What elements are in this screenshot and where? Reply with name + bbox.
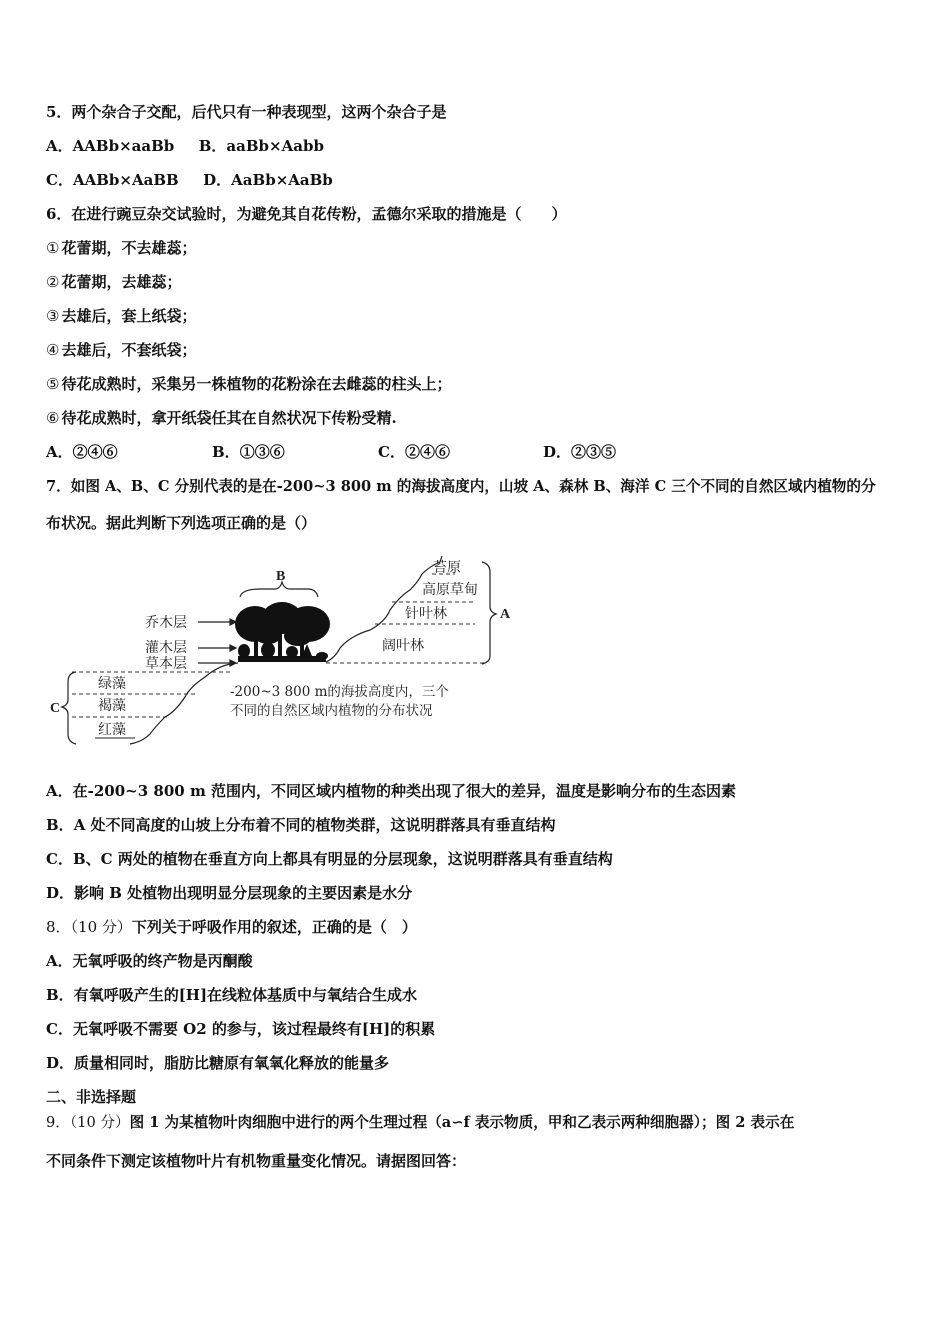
q9-stem-line-1 bbox=[46, 1113, 794, 1133]
item-mark: ⑤ bbox=[46, 375, 60, 393]
option-text: AaBb×AaBb bbox=[231, 171, 333, 189]
q6-option-b bbox=[212, 442, 285, 462]
item-text: 花蕾期，去雄蕊； bbox=[61, 273, 182, 291]
svg-text:高原草甸: 高原草甸 bbox=[422, 582, 478, 598]
label-b: B bbox=[276, 569, 286, 584]
option-label: D． bbox=[543, 443, 572, 461]
svg-text:灌木层: 灌木层 bbox=[145, 640, 187, 656]
item-text: 待花成熟时，拿开纸袋任其在自然状况下传粉受精. bbox=[61, 409, 397, 427]
option-text: 无氧呼吸不需要 O2 的参与，该过程最终有[H]的积累 bbox=[72, 1020, 436, 1038]
item-mark: ③ bbox=[46, 307, 60, 325]
label-a: A bbox=[500, 607, 511, 622]
option-label: A． bbox=[46, 443, 73, 461]
option-text: 质量相同时，脂肪比糖原有氧氧化释放的能量多 bbox=[74, 1054, 390, 1072]
q6-item-2 bbox=[46, 272, 181, 292]
figure-caption bbox=[230, 683, 449, 719]
svg-text:不同的自然区域内植物的分布状况: 不同的自然区域内植物的分布状况 bbox=[230, 703, 433, 719]
q7-option-c bbox=[46, 849, 613, 869]
option-text: ②③⑤ bbox=[571, 443, 617, 461]
q9-number: 9． bbox=[46, 1114, 70, 1131]
q5-stem-text: 5．两个杂合子交配，后代只有一种表现型，这两个杂合子是 bbox=[46, 103, 447, 121]
q5-option-c bbox=[46, 171, 179, 189]
svg-text:-200~3 800 m的海拔高度内，三个: -200~3 800 m的海拔高度内，三个 bbox=[230, 684, 449, 700]
option-label: A． bbox=[46, 952, 73, 970]
section-heading bbox=[46, 1087, 136, 1107]
item-mark: ① bbox=[46, 239, 60, 257]
q6-option-a bbox=[46, 442, 118, 462]
q8-option-b bbox=[46, 985, 417, 1005]
q8-option-a bbox=[46, 951, 253, 971]
option-label: C． bbox=[378, 443, 405, 461]
q9-stem-text-2: 不同条件下测定该植物叶片有机物重量变化情况。请据图回答： bbox=[46, 1152, 467, 1170]
q6-option-d bbox=[543, 442, 616, 462]
svg-text:红藻: 红藻 bbox=[98, 722, 126, 738]
q6-item-1 bbox=[46, 238, 196, 258]
option-text: 有氧呼吸产生的[H]在线粒体基质中与氧结合生成水 bbox=[73, 986, 418, 1004]
q8-option-c bbox=[46, 1019, 435, 1039]
q5-option-d bbox=[203, 171, 333, 189]
option-label: B． bbox=[46, 816, 74, 834]
option-text: ②④⑥ bbox=[72, 443, 118, 461]
option-text: AABb×AaBB bbox=[72, 171, 179, 189]
item-mark: ④ bbox=[46, 341, 60, 359]
option-label: C． bbox=[46, 171, 73, 189]
option-label: D． bbox=[203, 171, 232, 189]
q6-stem bbox=[46, 204, 566, 224]
q5-option-b bbox=[199, 137, 324, 155]
q8-number: 8． bbox=[46, 918, 71, 936]
option-label: C． bbox=[46, 1020, 73, 1038]
option-label: B． bbox=[46, 986, 74, 1004]
option-text: ②④⑥ bbox=[404, 443, 450, 461]
svg-text:针叶林: 针叶林 bbox=[405, 606, 447, 622]
item-text: 待花成熟时，采集另一株植物的花粉涂在去雌蕊的柱头上； bbox=[61, 375, 452, 393]
option-label: D． bbox=[46, 884, 75, 902]
q9-stem-line-2 bbox=[46, 1151, 466, 1171]
svg-text:苔原: 苔原 bbox=[433, 560, 461, 576]
option-label: C． bbox=[46, 850, 73, 868]
vegetation-distribution-figure bbox=[50, 552, 520, 752]
svg-text:阔叶林: 阔叶林 bbox=[382, 638, 424, 654]
item-mark: ⑥ bbox=[46, 409, 60, 427]
option-text: 在-200~3 800 m 范围内，不同区域内植物的种类出现了很大的差异，温度是影响分布的生态因素 bbox=[72, 782, 737, 800]
slope-zone-labels bbox=[382, 559, 478, 654]
option-label: A． bbox=[46, 137, 73, 155]
q9-stem-text-1: 图 1 为某植物叶肉细胞中进行的两个生理过程（a∽f 表示物质，甲和乙表示两种细胞器）；图 2 表示在 bbox=[129, 1114, 795, 1131]
item-text: 花蕾期，不去雄蕊； bbox=[61, 239, 197, 257]
svg-text:乔木层: 乔木层 bbox=[145, 615, 187, 631]
q7-option-b bbox=[46, 815, 556, 835]
option-text: 影响 B 处植物出现明显分层现象的主要因素是水分 bbox=[74, 884, 413, 902]
item-mark: ② bbox=[46, 273, 60, 291]
q8-option-d bbox=[46, 1053, 389, 1073]
forest-layer-labels bbox=[145, 614, 187, 672]
option-label: B． bbox=[212, 443, 240, 461]
item-text: 去雄后，不套纸袋； bbox=[61, 341, 197, 359]
label-c: C bbox=[50, 701, 61, 716]
q5-options-row-1 bbox=[46, 136, 324, 156]
q5-stem bbox=[46, 102, 446, 122]
q7-option-d bbox=[46, 883, 412, 903]
q6-item-5 bbox=[46, 374, 451, 394]
svg-text:褐藻: 褐藻 bbox=[98, 698, 126, 714]
option-label: B． bbox=[198, 137, 227, 155]
section-title: 二、非选择题 bbox=[46, 1088, 137, 1106]
q6-item-3 bbox=[46, 306, 196, 326]
option-text: aaBb×Aabb bbox=[226, 137, 324, 155]
q8-stem bbox=[46, 917, 417, 937]
q7-stem-text-1: 7．如图 A、B、C 分别代表的是在-200~3 800 m 的海拔高度内，山坡 A、森林 B、海洋 C 三个不同的自然区域内植物的分 bbox=[46, 478, 876, 495]
item-text: 去雄后，套上纸袋； bbox=[61, 307, 197, 325]
svg-text:草本层: 草本层 bbox=[145, 656, 187, 672]
q8-score: （10 分） bbox=[70, 918, 132, 936]
q9-score: （10 分） bbox=[69, 1114, 130, 1131]
q6-item-4 bbox=[46, 340, 196, 360]
option-text: AABb×aaBb bbox=[72, 137, 175, 155]
option-text: A 处不同高度的山坡上分布着不同的植物类群，这说明群落具有垂直结构 bbox=[73, 816, 556, 834]
q6-option-c bbox=[378, 442, 450, 462]
q7-stem-text-2: 布状况。据此判断下列选项正确的是（） bbox=[46, 514, 317, 532]
sea-zone-labels bbox=[98, 675, 126, 738]
q6-stem-text: 6．在进行豌豆杂交试验时，为避免其自花传粉，孟德尔采取的措施是（ ） bbox=[46, 205, 567, 223]
option-label: A． bbox=[46, 782, 73, 800]
q7-stem-line-2 bbox=[46, 513, 316, 533]
q8-stem-text: 下列关于呼吸作用的叙述，正确的是（ ） bbox=[131, 918, 417, 936]
option-text: ①③⑥ bbox=[239, 443, 285, 461]
q5-options-row-2 bbox=[46, 170, 333, 190]
q6-item-6 bbox=[46, 408, 397, 428]
option-label: D． bbox=[46, 1054, 75, 1072]
q5-option-a bbox=[46, 137, 174, 155]
q7-option-a bbox=[46, 781, 736, 801]
q7-stem-line-1 bbox=[46, 477, 876, 497]
svg-text:绿藻: 绿藻 bbox=[98, 676, 126, 692]
option-text: 无氧呼吸的终产物是丙酮酸 bbox=[72, 952, 253, 970]
option-text: B、C 两处的植物在垂直方向上都具有明显的分层现象，这说明群落具有垂直结构 bbox=[72, 850, 613, 868]
